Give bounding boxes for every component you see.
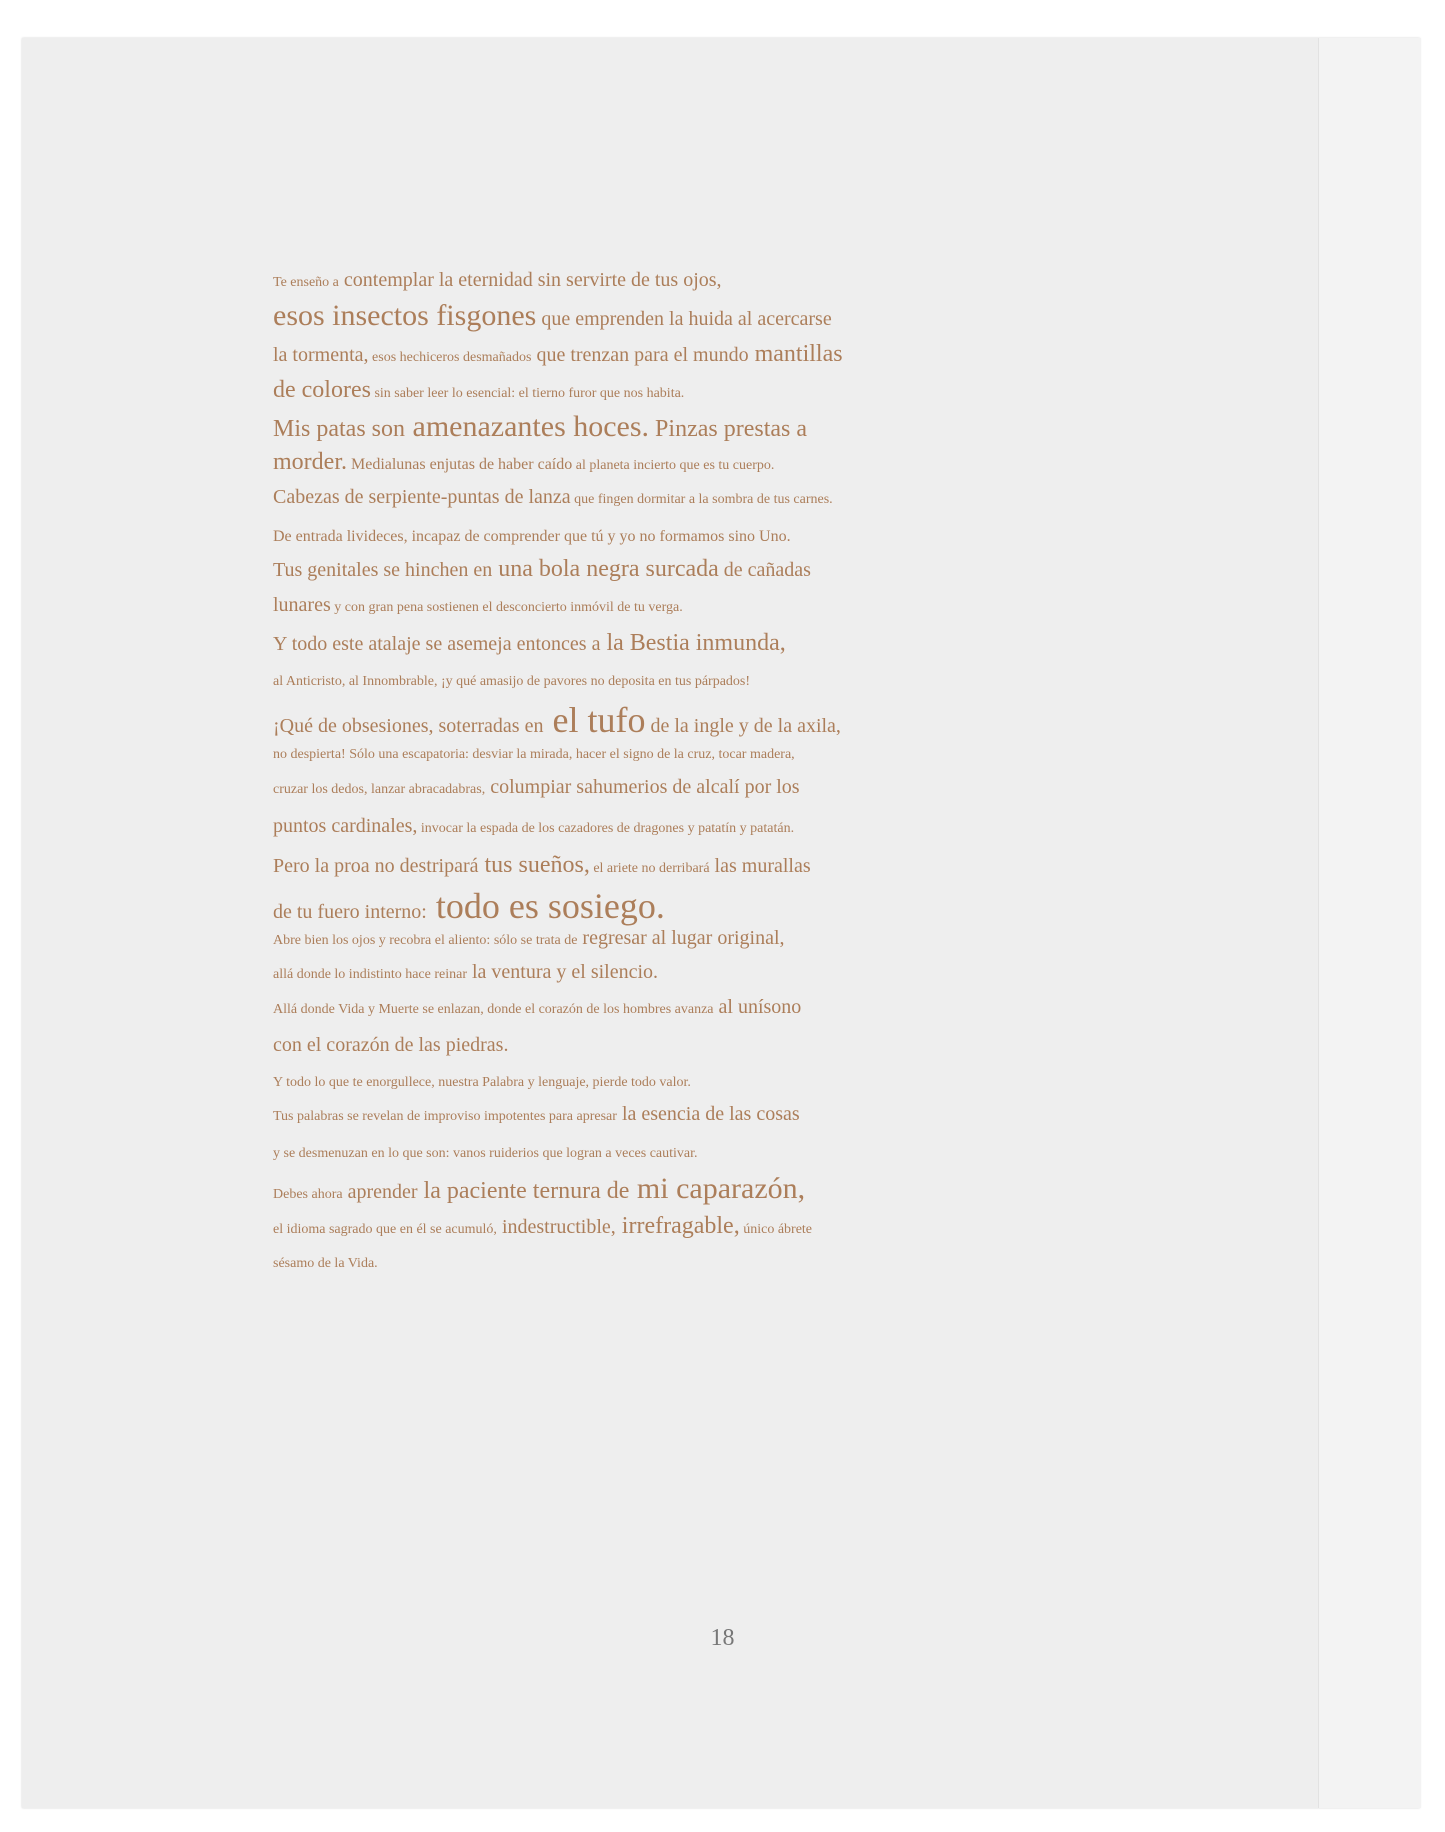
poem-line bbox=[273, 775, 800, 799]
poem-line bbox=[273, 1171, 805, 1207]
poem-line bbox=[273, 851, 811, 880]
poem-segment: la Bestia inmunda, bbox=[606, 630, 786, 656]
poem-line bbox=[273, 1033, 508, 1057]
poem-segment: mi caparazón, bbox=[636, 1172, 806, 1205]
poem-segment: allá donde lo indistinto hace reinar bbox=[273, 967, 467, 982]
poem-segment: que trenzan para el mundo bbox=[536, 344, 749, 366]
poem-segment: invocar la espada de los cazadores de dragones y patatín y patatán. bbox=[420, 821, 795, 836]
poem-segment: De entrada livideces, incapaz de comprender que tú y yo no formamos sino Uno. bbox=[273, 528, 791, 545]
poem-segment: Allá donde Vida y Muerte se enlazan, donde el corazón de los hombres avanza bbox=[273, 1002, 714, 1017]
poem-segment: la esencia de las cosas bbox=[621, 1103, 800, 1125]
poem-segment: Y todo este atalaje se asemeja entonces a bbox=[273, 633, 601, 655]
poem-line bbox=[273, 740, 795, 764]
poem-segment: el ariete no derribará bbox=[593, 861, 710, 876]
poem-segment: todo es sosiego. bbox=[435, 886, 665, 926]
poem-segment: mantillas bbox=[754, 341, 843, 367]
poem-segment: de cañadas bbox=[723, 559, 811, 581]
poem-segment: Cabezas de serpiente-puntas de lanza bbox=[273, 486, 571, 508]
poem-segment: de colores bbox=[273, 377, 371, 403]
poem-segment: no despierta! Sólo una escapatoria: desviar la mirada, hacer el signo de la cruz, tocar madera, bbox=[273, 747, 795, 762]
poem-segment: que fingen dormitar a la sombra de tus carnes. bbox=[574, 492, 833, 507]
poem-segment: la tormenta, bbox=[273, 344, 369, 366]
poem-line bbox=[273, 593, 683, 617]
poem-segment: Y todo lo que te enorgullece, nuestra Palabra y lenguaje, pierde todo valor. bbox=[273, 1075, 691, 1090]
poem-segment: Pinzas prestas a bbox=[655, 416, 808, 442]
poem-segment: que emprenden la huida al acercarse bbox=[541, 308, 832, 330]
poem-line bbox=[273, 926, 785, 950]
poem-segment: esos hechiceros desmañados bbox=[372, 350, 532, 365]
poem-segment: la paciente ternura de bbox=[423, 1178, 630, 1204]
poem-line bbox=[273, 555, 811, 584]
poem-segment: de la ingle y de la axila, bbox=[650, 715, 841, 737]
poem-segment: Mis patas son bbox=[273, 416, 405, 442]
poem-line bbox=[273, 699, 841, 742]
poem-segment: sésamo de la Vida. bbox=[273, 1256, 378, 1271]
poem-segment: aprender bbox=[347, 1181, 418, 1203]
poem-line bbox=[273, 1139, 698, 1163]
poem-segment: al Anticristo, al Innombrable, ¡y qué amasijo de pavores no deposita en tus párpados! bbox=[273, 674, 751, 689]
poem-segment: al planeta incierto que es tu cuerpo. bbox=[575, 458, 775, 473]
page-number: 18 bbox=[710, 1625, 735, 1651]
poem-line bbox=[273, 1068, 691, 1092]
poem-line bbox=[273, 448, 774, 477]
poem-segment: indestructible, bbox=[501, 1216, 616, 1238]
poem-line bbox=[273, 409, 807, 445]
poem-segment: Abre bien los ojos y recobra el aliento: sólo se trata de bbox=[273, 933, 578, 948]
poem-segment: esos insectos fisgones bbox=[273, 299, 537, 332]
poem-line bbox=[273, 814, 794, 838]
poem-line bbox=[273, 485, 833, 509]
poem-segment: y se desmenuzan en lo que son: vanos ruiderios que logran a veces cautivar. bbox=[273, 1146, 698, 1161]
poem-segment: contemplar la eternidad sin servirte de tus ojos, bbox=[343, 269, 722, 291]
poem-line bbox=[273, 885, 665, 928]
poem-segment: con el corazón de las piedras. bbox=[273, 1034, 509, 1056]
poem-segment: Te enseño a bbox=[273, 275, 339, 290]
poem-segment: al unísono bbox=[718, 996, 802, 1018]
poem-segment: el tufo bbox=[552, 700, 646, 740]
poem-line bbox=[273, 1212, 812, 1241]
page-fold bbox=[1318, 38, 1421, 1808]
poem-segment: morder. bbox=[273, 449, 347, 475]
poem-segment: tus sueños, bbox=[484, 852, 590, 878]
poem-segment: columpiar sahumerios de alcalí por los bbox=[490, 776, 800, 798]
poem-segment: puntos cardinales, bbox=[273, 815, 418, 837]
poem-segment: Pero la proa no destripará bbox=[273, 855, 479, 877]
poem-segment: único ábrete bbox=[743, 1222, 813, 1237]
poem-segment: cruzar los dedos, lanzar abracadabras, bbox=[273, 782, 486, 797]
poem-segment: Tus genitales se hinchen en bbox=[273, 559, 493, 581]
poem-segment: el idioma sagrado que en él se acumuló, bbox=[273, 1222, 497, 1237]
poem-segment: una bola negra surcada bbox=[498, 556, 719, 582]
poem-line bbox=[273, 1249, 378, 1273]
poem-segment: irrefragable, bbox=[621, 1213, 740, 1239]
poem-segment: lunares bbox=[273, 594, 331, 616]
poem-line bbox=[273, 340, 843, 369]
poem-line bbox=[273, 960, 658, 984]
poem-line bbox=[273, 268, 722, 292]
poem-segment: sin saber leer lo esencial: el tierno furor que nos habita. bbox=[374, 386, 685, 401]
poem-segment: Tus palabras se revelan de improviso impotentes para apresar bbox=[273, 1109, 617, 1124]
poem-segment: y con gran pena sostienen el desconcierto inmóvil de tu verga. bbox=[334, 600, 683, 615]
poem-line bbox=[273, 376, 684, 405]
poem-segment: ¡Qué de obsesiones, soterradas en bbox=[273, 715, 544, 737]
poem-segment: la ventura y el silencio. bbox=[472, 961, 659, 983]
poem-line bbox=[273, 667, 750, 691]
poem-segment: Medialunas enjutas de haber caído bbox=[350, 456, 573, 473]
poem-segment: regresar al lugar original, bbox=[582, 927, 785, 949]
poem-segment: Debes ahora bbox=[273, 1187, 343, 1202]
poem-line bbox=[273, 1102, 800, 1126]
poem-line bbox=[273, 995, 801, 1019]
poem-line bbox=[273, 523, 791, 547]
poem-segment: las murallas bbox=[714, 855, 811, 877]
poem-line bbox=[273, 629, 786, 658]
poem-line bbox=[273, 298, 832, 334]
poem-segment: de tu fuero interno: bbox=[273, 901, 427, 923]
poem-segment: amenazantes hoces. bbox=[412, 410, 650, 443]
